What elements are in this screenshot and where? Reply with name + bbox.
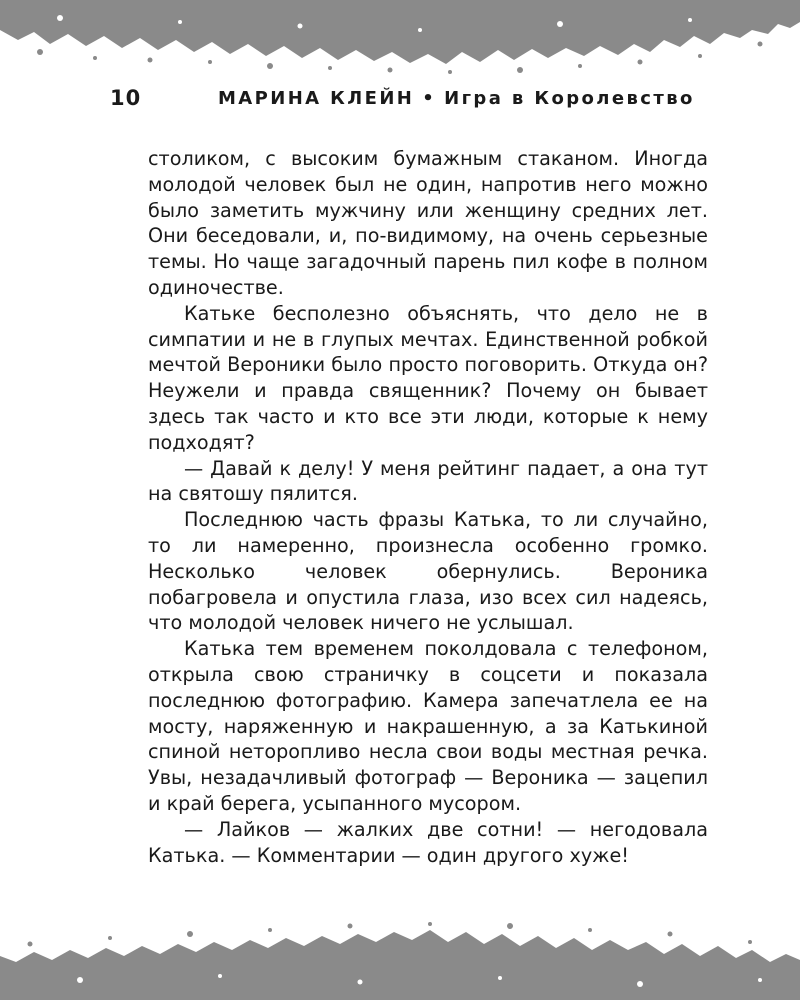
paragraph: Последнюю часть фразы Катька, то ли случайно, то ли намеренно, произнесла особенно громко. Несколько человек обернулись. Вероника побагровела и опустила глаза, изо всех сил надеясь, что молодой человек ничего не услышал. [148,508,708,635]
paragraph: Катька тем временем поколдовала с телефоном, открыла свою страничку в соцсети и показала последнюю фотографию. Камера запечатлела ее на мосту, наряженную и накрашенную, а за Катькиной спиной неторопливо несла свои воды местная речка. Увы, незадачливый фотограф — Вероника — зацепил и край берега, усыпанного мусором. [148,637,708,815]
book-title: Игра в Королевство [444,88,695,109]
paragraph: — Лайков — жалких две сотни! — негодовала Катька. — Комментарии — один другого хуже! [148,817,708,867]
paragraph: — Давай к делу! У меня рейтинг падает, а она тут на святошу пялится. [148,456,708,506]
paragraph: столиком, с высоким бумажным стаканом. Иногда молодой человек был не один, напротив него можно было заметить мужчину или женщину средних лет. Они беседовали, и, по-видимому, на очень серьезные темы. Но чаще загадочный парень пил кофе в полном одиночестве. [148,147,708,299]
author-name: МАРИНА КЛЕЙН [218,88,415,109]
body-text [148,146,708,868]
page-number: 10 [110,86,142,110]
header-title [218,88,695,109]
top-torn-border [0,0,800,90]
running-header [0,86,800,116]
paragraph: Катьке бесполезно объяснять, что дело не в симпатии и не в глупых мечтах. Единственной робкой мечтой Вероники было просто поговорить. Откуда он? Неужели и правда священник? Почему он бывает здесь так часто и кто все эти люди, которые к нему подходят? [148,301,708,454]
header-separator: • [422,88,437,109]
bottom-torn-border [0,920,800,1000]
